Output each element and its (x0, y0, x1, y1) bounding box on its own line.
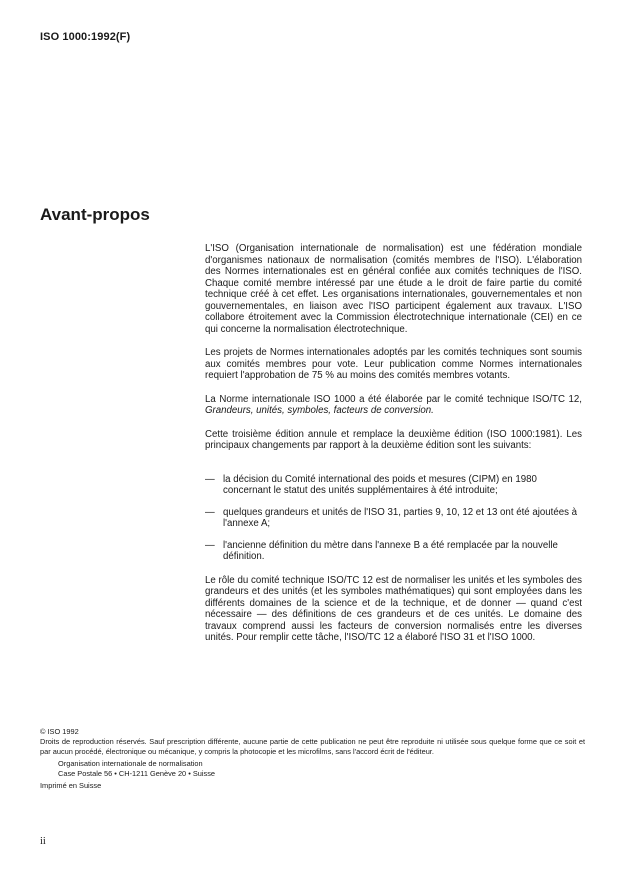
paragraph-committee (205, 394, 582, 417)
paragraph-committee-role: Le rôle du comité technique ISO/TC 12 est de normaliser les unités et les symboles des grandeurs et des unités (et les symboles mathématiques) qui sont employées dans les différents domaines de la science et de la technique, et de donner — quand c'est nécessaire — des définitions de ces grandeurs et de ces unités. Le domaine des travaux comprend aussi les facteurs de conversion normalisés entre les diverses unités. Pour remplir cette tâche, l'ISO/TC 12 a élaboré l'ISO 31 et l'ISO 1000. (205, 574, 582, 643)
page-number: ii (40, 836, 46, 847)
list-dash: — (205, 473, 215, 485)
copyright-line: © ISO 1992 (40, 727, 79, 736)
page-title: Avant-propos (40, 205, 150, 224)
paragraph-committee-text: La Norme internationale ISO 1000 a été élaborée par le comité technique ISO/TC 12, (205, 393, 582, 405)
printed-in: Imprimé en Suisse (40, 781, 102, 790)
postal-address: Case Postale 56 • CH-1211 Genève 20 • Suisse (58, 769, 216, 778)
list-dash: — (205, 539, 215, 551)
list-item-text: la décision du Comité international des poids et mesures (CIPM) en 1980 concernant le statut des unités supplémentaires à été introduite; (223, 473, 537, 496)
foreword-body (205, 243, 582, 656)
paragraph-iso-overview: L'ISO (Organisation internationale de normalisation) est une fédération mondiale d'organismes nationaux de normalisation (comités membres de l'ISO). L'élaboration des Normes internationales est en général confiée aux comités techniques de l'ISO. Chaque comité membre intéressé par une étude a le droit de faire partie du comité technique créé à cet effet. Les organisations internationales, gouvernementales et non gouvernementales, en liaison avec l'ISO participent également aux travaux. L'ISO collabore étroitement avec la Commission électrotechnique internationale (CEI) en ce qui concerne la normalisation électrotechnique. (205, 243, 582, 335)
list-item-text: quelques grandeurs et unités de l'ISO 31, parties 9, 10, 12 et 13 ont été ajoutées à l'annexe A; (223, 506, 578, 529)
list-item (205, 540, 582, 563)
committee-title: Grandeurs, unités, symboles, facteurs de conversion. (205, 405, 434, 416)
paragraph-edition: Cette troisième édition annule et remplace la deuxième édition (ISO 1000:1981). Les principaux changements par rapport à la deuxième édition sont les suivants: (205, 428, 582, 451)
rights-notice: Droits de reproduction réservés. Sauf prescription différente, aucune partie de cette publication ne peut être reproduite ni utilisée sous quelque forme que ce soit et par aucun procédé, électronique ou mécanique, y compris la photocopie et les microfilms, sans l'accord écrit de l'éditeur. (40, 737, 585, 756)
paragraph-voting: Les projets de Normes internationales adoptés par les comités techniques sont soumis aux comités membres pour vote. Leur publication comme Normes internationales requiert l'approbation de 75 % au moins des comités membres votants. (205, 347, 582, 381)
list-dash: — (205, 506, 215, 518)
list-item (205, 474, 582, 497)
document-identifier: ISO 1000:1992(F) (40, 31, 131, 43)
changes-list (205, 474, 582, 563)
publisher-address (58, 759, 585, 779)
publisher-name: Organisation internationale de normalisation (58, 759, 203, 768)
list-item (205, 507, 582, 530)
list-item-text: l'ancienne définition du mètre dans l'annexe B a été remplacée par la nouvelle définition. (223, 539, 558, 562)
copyright-footer (40, 727, 585, 791)
